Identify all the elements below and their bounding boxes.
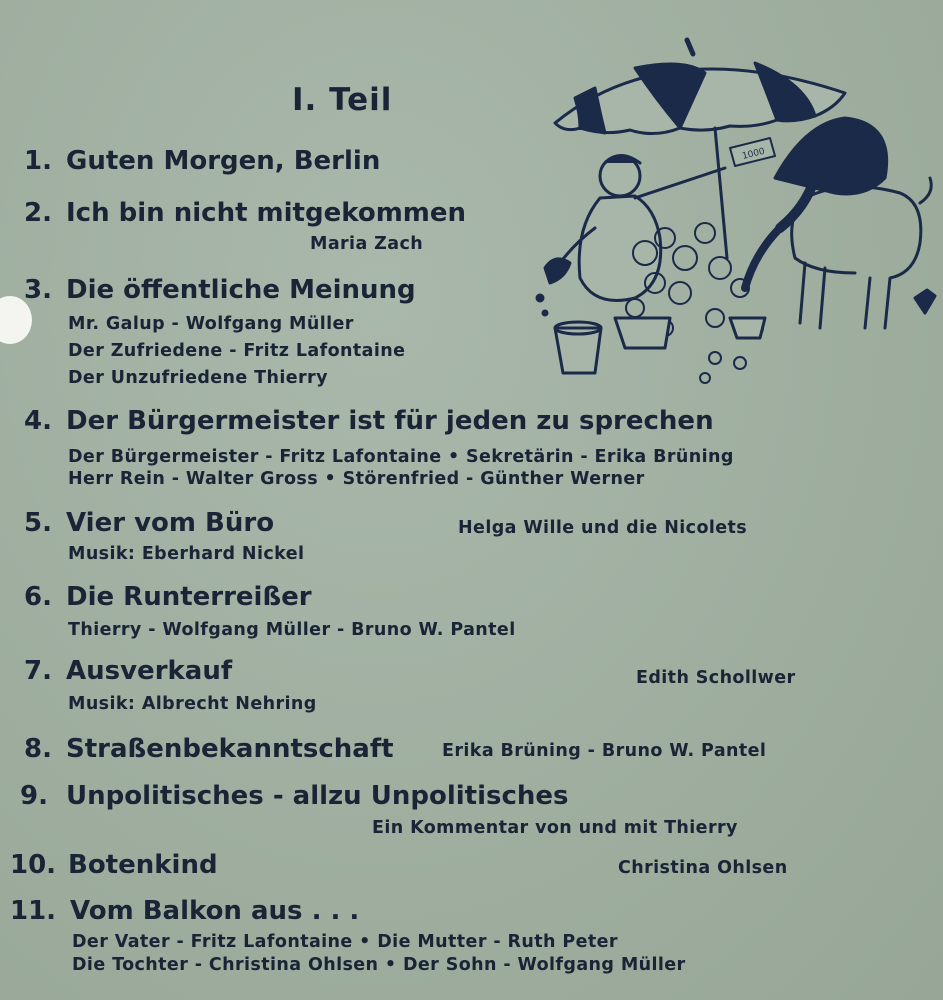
item-title: Die öffentliche Meinung	[66, 275, 416, 305]
section-title: I. Teil	[292, 82, 393, 118]
item-title: Ausverkauf	[66, 656, 233, 686]
item-number: 5.	[24, 508, 52, 538]
item-number: 8.	[24, 734, 52, 764]
item-title: Guten Morgen, Berlin	[66, 146, 381, 176]
cast-line: Der Vater - Fritz Lafontaine • Die Mutter - Ruth Peter	[72, 932, 618, 952]
item-number: 10.	[10, 850, 57, 880]
cast-line: Der Bürgermeister - Fritz Lafontaine • Sekretärin - Erika Brüning	[68, 447, 734, 467]
item-title: Der Bürgermeister ist für jeden zu sprechen	[66, 406, 714, 436]
cast-line: Der Unzufriedene Thierry	[68, 368, 328, 388]
cast-line: Herr Rein - Walter Gross • Störenfried - Günther Werner	[68, 469, 645, 489]
item-number: 6.	[24, 582, 52, 612]
item-credit: Edith Schollwer	[636, 668, 796, 688]
commentary-line: Ein Kommentar von und mit Thierry	[372, 818, 738, 838]
item-number: 7.	[24, 656, 52, 686]
cast-line: Thierry - Wolfgang Müller - Bruno W. Pantel	[68, 620, 516, 640]
music-line: Musik: Albrecht Nehring	[68, 694, 317, 714]
item-number: 3.	[24, 275, 52, 305]
item-number: 9.	[20, 781, 48, 811]
cast-line: Mr. Galup - Wolfgang Müller	[68, 314, 354, 334]
item-title: Die Runterreißer	[66, 582, 312, 612]
item-title: Ich bin nicht mitgekommen	[66, 198, 467, 228]
item-number: 2.	[24, 198, 52, 228]
item-number: 4.	[24, 406, 52, 436]
item-title: Vier vom Büro	[66, 508, 275, 538]
cast-line: Die Tochter - Christina Ohlsen • Der Sohn - Wolfgang Müller	[72, 955, 686, 975]
price-tag-label: 1000	[741, 146, 766, 162]
item-title: Straßenbekanntschaft	[66, 734, 394, 764]
item-title: Botenkind	[68, 850, 218, 880]
item-credit: Erika Brüning - Bruno W. Pantel	[442, 741, 767, 761]
item-credit: Maria Zach	[310, 234, 424, 254]
item-credit: Helga Wille und die Nicolets	[458, 518, 748, 538]
cast-line: Der Zufriedene - Fritz Lafontaine	[68, 341, 406, 361]
item-number: 11.	[10, 896, 57, 926]
item-credit: Christina Ohlsen	[618, 858, 788, 878]
music-line: Musik: Eberhard Nickel	[68, 544, 305, 564]
item-title: Vom Balkon aus . . .	[70, 896, 360, 926]
item-title: Unpolitisches - allzu Unpolitisches	[66, 781, 569, 811]
item-number: 1.	[24, 146, 52, 176]
